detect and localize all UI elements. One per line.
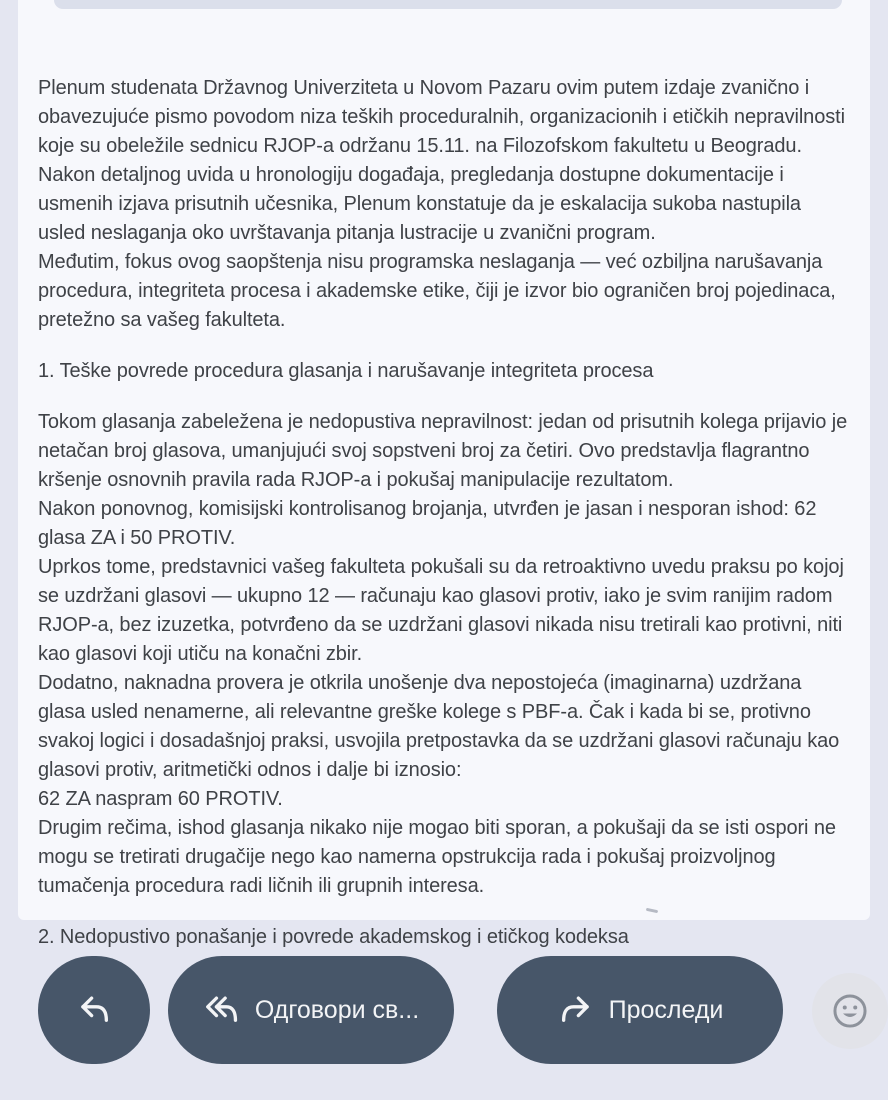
email-message-card [18, 0, 870, 948]
forward-button[interactable] [497, 956, 783, 1064]
body-paragraph: Uprkos tome, predstavnici vašeg fakulteta pokušali su da retroaktivno uvedu praksu po kojoj se uzdržani glasovi — ukupno 12 — računaju kao glasovi protiv, iako je svim ranijim radom RJOP-a, bez izuzetka, potvrđeno da se uzdržani glasovi nikada nisu tretirali kao protivni, niti kao glasovi koji utiču na konačni zbir. [38, 556, 844, 665]
body-paragraph: Nakon detaljnog uvida u hronologiju događaja, pregledanja dostupne dokumentacije i usmenih izjava prisutnih učesnika, Plenum konstatuje da je eskalacija sukoba nastupila usled neslaganja oko uvrštavanja pitanja lustracije u zvanični program. [38, 164, 801, 244]
cutoff-top-chip [54, 0, 842, 9]
section-heading-2: 2. Nedopustivo ponašanje i povrede akademskog i etičkog kodeksa [38, 926, 629, 948]
reply-all-label: Одговори св... [254, 995, 420, 1024]
reply-arrow-icon [75, 991, 113, 1029]
body-paragraph: Plenum studenata Državnog Univerziteta u Novom Pazaru ovim putem izdaje zvanično i obavezujuće pismo povodom niza teških proceduralnih, organizacionih i etičkih nepravilnosti koje su obeležile sednicu RJOP-a održanu 15.11. na Filozofskom fakultetu u Beogradu. [38, 77, 845, 157]
reply-button[interactable] [38, 956, 150, 1064]
message-action-bar [0, 956, 888, 1076]
add-reaction-button[interactable] [812, 973, 888, 1049]
email-body-text [38, 74, 850, 974]
reply-all-button[interactable] [168, 956, 454, 1064]
forward-arrow-icon [557, 991, 595, 1029]
section-heading-1: 1. Teške povrede procedura glasanja i narušavanje integriteta procesa [38, 360, 654, 382]
body-paragraph: Nakon ponovnog, komisijski kontrolisanog brojanja, utvrđen je jasan i nesporan ishod: 62 glasa ZA i 50 PROTIV. [38, 498, 817, 549]
body-paragraph: Međutim, fokus ovog saopštenja nisu programska neslaganja — već ozbiljna narušavanja procedura, integriteta procesa i akademske etike, čiji je izvor bio ograničen broj pojedinaca, pretežno sa vašeg fakulteta. [38, 251, 836, 331]
body-paragraph: Dodatno, naknadna provera je otkrila unošenje dva nepostojeća (imaginarna) uzdržana glasa usled nenamerne, ali relevantne greške kolege s PBF-a. Čak i kada bi se, protivno svakoj logici i dosadašnjoj praksi, usvojila pretpostavka da se uzdržani glasovi računaju kao glasovi protiv, aritmetički odnos i dalje bi iznosio: [38, 672, 840, 781]
body-paragraph: 62 ZA naspram 60 PROTIV. [38, 788, 283, 810]
body-paragraph: Drugim rečima, ishod glasanja nikako nije mogao biti sporan, a pokušaji da se isti ospori ne mogu se tretirati drugačije nego kao namerna opstrukcija rada i pokušaj proizvoljnog tumačenja procedura radi ličnih ili grupnih interesa. [38, 817, 836, 897]
body-paragraph: Tokom glasanja zabeležena je nedopustiva nepravilnost: jedan od prisutnih kolega prijavio je netačan broj glasova, umanjujući svoj sopstveni broj za četiri. Ovo predstavlja flagrantno kršenje osnovnih pravila rada RJOP-a i pokušaj manipulacije rezultatom. [38, 411, 848, 491]
forward-label: Проследи [608, 995, 724, 1024]
smiley-face-icon [829, 990, 871, 1032]
reply-all-arrow-icon [203, 991, 241, 1029]
